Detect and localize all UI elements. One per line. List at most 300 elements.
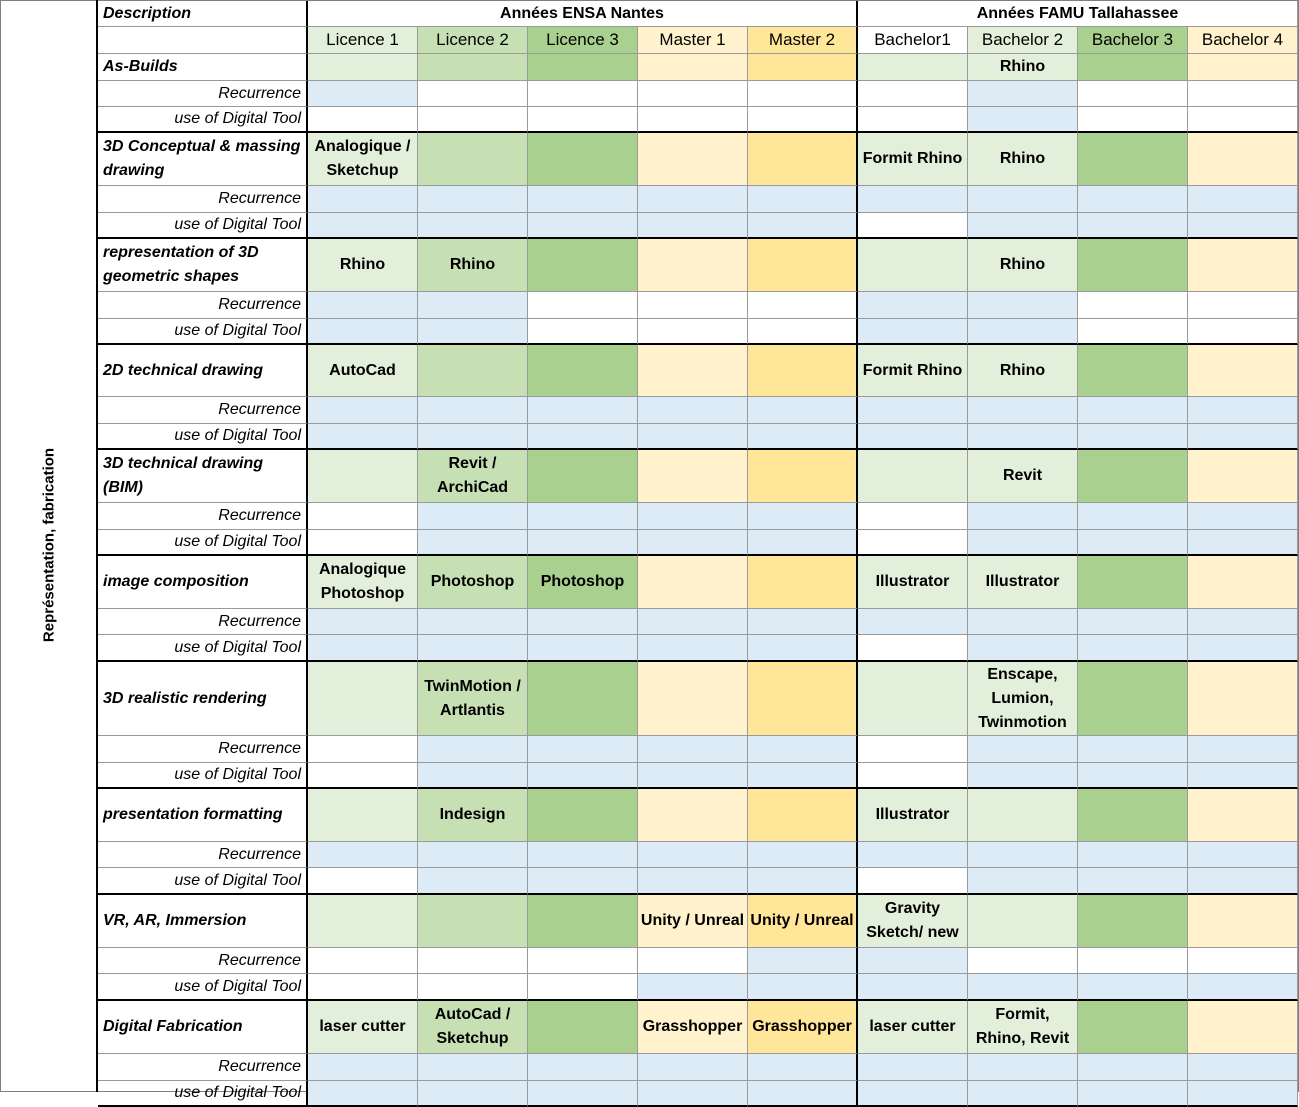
tool-cell [638,54,748,81]
recurrence-row-cell [858,186,968,213]
recurrence-row-cell [858,397,968,424]
recurrence-row-cell [418,1054,528,1081]
digital-tool-row-cell [418,868,528,895]
tool-cell [1188,789,1298,842]
digital-tool-row-cell [638,635,748,662]
recurrence-row-cell [638,186,748,213]
tool-cell: Formit, Rhino, Revit [968,1001,1078,1054]
digital-tool-row-cell [748,530,858,556]
recurrence-row-cell [748,842,858,868]
tool-cell [528,789,638,842]
digital-tool-row-cell [1078,424,1188,450]
tool-cell: Unity / Unreal [748,895,858,948]
recurrence-row-cell [968,842,1078,868]
digital-tool-row-label: use of Digital Tool [98,763,308,789]
tool-cell [1188,239,1298,292]
recurrence-row-cell [858,948,968,974]
digital-tool-row-cell [418,1081,528,1107]
digital-tool-row-cell [418,763,528,789]
tool-cell [418,895,528,948]
digital-tool-row-cell [418,107,528,133]
digital-tool-row-cell [1188,1081,1298,1107]
digital-tool-row-cell [638,868,748,895]
year-header-master-2: Master 2 [748,27,858,54]
recurrence-row-cell [968,948,1078,974]
digital-tool-row-cell [1188,319,1298,345]
tool-cell [528,895,638,948]
tool-cell [528,450,638,503]
recurrence-row-cell [308,842,418,868]
digital-tool-row-cell [968,107,1078,133]
recurrence-row-cell [638,397,748,424]
recurrence-row-cell [308,503,418,530]
recurrence-row-cell [1078,1054,1188,1081]
digital-tool-row-cell [968,213,1078,239]
digital-tool-row-cell [528,319,638,345]
tool-cell [528,1001,638,1054]
tool-cell [528,133,638,186]
tool-cell [418,54,528,81]
tool-cell [1188,133,1298,186]
tool-cell: laser cutter [308,1001,418,1054]
tool-cell [748,345,858,397]
tool-cell: Rhino [968,345,1078,397]
recurrence-row-cell [418,397,528,424]
recurrence-row-cell [968,397,1078,424]
tool-cell [528,54,638,81]
recurrence-row-cell [418,948,528,974]
recurrence-row-cell [858,842,968,868]
digital-tool-row-cell [528,635,638,662]
tool-cell [308,895,418,948]
recurrence-row-cell [748,292,858,319]
digital-tool-row-cell [528,974,638,1001]
recurrence-row-cell [1188,292,1298,319]
tool-cell: Formit Rhino [858,345,968,397]
recurrence-row-cell [638,609,748,635]
tool-cell: AutoCad [308,345,418,397]
tool-cell [528,239,638,292]
recurrence-row-cell [748,186,858,213]
tool-cell: Rhino [308,239,418,292]
tool-cell [858,239,968,292]
tool-cell [1078,789,1188,842]
tool-cell: Gravity Sketch/ new [858,895,968,948]
digital-tool-row-cell [748,635,858,662]
digital-tool-row-cell [858,107,968,133]
digital-tool-row-cell [1078,974,1188,1001]
group-famu-header: Années FAMU Tallahassee [858,1,1298,27]
recurrence-row-cell [528,736,638,763]
recurrence-row-cell [1078,948,1188,974]
digital-tool-row-cell [1078,107,1188,133]
digital-tool-row-cell [638,424,748,450]
digital-tool-row-cell [418,635,528,662]
digital-tool-row-cell [968,530,1078,556]
digital-tool-row-cell [1078,1081,1188,1107]
recurrence-row-label: Recurrence [98,81,308,107]
digital-tool-row-cell [638,1081,748,1107]
tool-cell [748,662,858,736]
tool-cell [858,450,968,503]
digital-tool-row-cell [638,107,748,133]
recurrence-row-cell [528,81,638,107]
section-title: 2D technical drawing [98,345,308,397]
recurrence-row-cell [528,292,638,319]
recurrence-row-cell [308,81,418,107]
tool-cell [1078,345,1188,397]
digital-tool-row-cell [1188,868,1298,895]
digital-tool-row-cell [858,1081,968,1107]
recurrence-row-label: Recurrence [98,609,308,635]
tool-cell: Photoshop [528,556,638,609]
recurrence-row-cell [968,81,1078,107]
digital-tool-row-cell [638,319,748,345]
digital-tool-row-cell [968,424,1078,450]
digital-tool-row-cell [1188,213,1298,239]
recurrence-row-cell [308,1054,418,1081]
digital-tool-row-cell [1188,763,1298,789]
tool-cell: Analogique / Sketchup [308,133,418,186]
recurrence-row-cell [638,948,748,974]
recurrence-row-cell [858,736,968,763]
digital-tool-row-cell [528,1081,638,1107]
year-header-licence-1: Licence 1 [308,27,418,54]
recurrence-row-cell [1188,81,1298,107]
year-header-bachelor-1: Bachelor1 [858,27,968,54]
recurrence-row-cell [1188,609,1298,635]
tool-cell [1078,54,1188,81]
digital-tool-row-label: use of Digital Tool [98,1081,308,1107]
digital-tool-row-cell [1078,319,1188,345]
tool-cell [1188,450,1298,503]
digital-tool-row-cell [1078,530,1188,556]
recurrence-row-cell [528,397,638,424]
recurrence-row-cell [748,397,858,424]
digital-tool-row-cell [1078,868,1188,895]
recurrence-row-label: Recurrence [98,948,308,974]
recurrence-row-cell [1078,736,1188,763]
recurrence-row-cell [308,292,418,319]
recurrence-row-label: Recurrence [98,1054,308,1081]
tool-cell [528,662,638,736]
digital-tool-row-cell [748,319,858,345]
recurrence-row-cell [528,842,638,868]
digital-tool-row-cell [968,763,1078,789]
digital-tool-row-cell [748,424,858,450]
recurrence-row-cell [858,292,968,319]
recurrence-row-cell [638,736,748,763]
digital-tool-row-cell [308,107,418,133]
digital-tool-row-label: use of Digital Tool [98,868,308,895]
digital-tool-row-cell [308,868,418,895]
recurrence-row-cell [858,81,968,107]
section-title: image composition [98,556,308,609]
digital-tool-row-cell [638,763,748,789]
recurrence-row-cell [1188,1054,1298,1081]
recurrence-row-cell [418,292,528,319]
recurrence-row-cell [1078,81,1188,107]
recurrence-row-cell [968,1054,1078,1081]
tool-cell [308,789,418,842]
digital-tool-row-cell [858,974,968,1001]
recurrence-row-cell [528,503,638,530]
digital-tool-row-cell [1188,107,1298,133]
tool-cell [1078,239,1188,292]
section-title: As-Builds [98,54,308,81]
digital-tool-row-cell [418,974,528,1001]
digital-tool-row-label: use of Digital Tool [98,974,308,1001]
tool-cell [1188,54,1298,81]
digital-tool-row-cell [748,213,858,239]
digital-tool-row-cell [638,213,748,239]
recurrence-row-cell [308,397,418,424]
digital-tool-row-cell [1078,635,1188,662]
recurrence-row-cell [1078,609,1188,635]
year-header-bachelor-2: Bachelor 2 [968,27,1078,54]
tool-cell: Revit / ArchiCad [418,450,528,503]
tool-cell [1078,1001,1188,1054]
section-title: representation of 3D geometric shapes [98,239,308,292]
tool-cell [1078,133,1188,186]
tool-cell: Rhino [418,239,528,292]
recurrence-row-cell [638,81,748,107]
digital-tool-row-cell [748,974,858,1001]
tool-cell [1188,1001,1298,1054]
tool-cell: Rhino [968,54,1078,81]
digital-tool-row-cell [418,424,528,450]
tool-cell [308,450,418,503]
digital-tool-row-cell [1078,213,1188,239]
tool-cell [638,556,748,609]
recurrence-row-cell [858,1054,968,1081]
digital-tool-row-cell [528,530,638,556]
group-ensa-header: Années ENSA Nantes [308,1,858,27]
digital-tool-row-label: use of Digital Tool [98,107,308,133]
digital-tool-row-cell [748,868,858,895]
digital-tool-row-cell [968,974,1078,1001]
year-header-master-1: Master 1 [638,27,748,54]
tool-cell: TwinMotion / Artlantis [418,662,528,736]
recurrence-row-cell [528,186,638,213]
tool-cell [638,345,748,397]
recurrence-row-cell [968,292,1078,319]
year-header-bachelor-3: Bachelor 3 [1078,27,1188,54]
recurrence-row-cell [528,609,638,635]
recurrence-row-cell [968,736,1078,763]
recurrence-row-label: Recurrence [98,503,308,530]
tool-cell [748,54,858,81]
recurrence-row-cell [638,1054,748,1081]
digital-tool-row-cell [528,868,638,895]
digital-tool-row-cell [968,868,1078,895]
recurrence-row-label: Recurrence [98,397,308,424]
digital-tool-row-cell [308,530,418,556]
recurrence-row-cell [1188,186,1298,213]
recurrence-row-cell [1188,842,1298,868]
digital-tool-row-cell [858,763,968,789]
recurrence-row-cell [418,842,528,868]
digital-tool-row-cell [638,974,748,1001]
recurrence-row-label: Recurrence [98,292,308,319]
digital-tool-row-cell [308,635,418,662]
tool-cell [638,239,748,292]
recurrence-row-cell [858,609,968,635]
digital-tool-row-cell [308,213,418,239]
recurrence-row-cell [638,292,748,319]
tool-cell [1188,345,1298,397]
recurrence-row-cell [308,736,418,763]
description-header-blank [98,27,308,54]
recurrence-row-cell [418,186,528,213]
recurrence-row-cell [968,186,1078,213]
recurrence-row-cell [418,503,528,530]
digital-tool-row-cell [748,763,858,789]
tool-cell: Revit [968,450,1078,503]
year-header-licence-2: Licence 2 [418,27,528,54]
digital-tool-row-cell [418,213,528,239]
tool-cell: Analogique Photoshop [308,556,418,609]
digital-tool-row-cell [858,213,968,239]
year-header-licence-3: Licence 3 [528,27,638,54]
recurrence-row-cell [1188,948,1298,974]
digital-tool-row-cell [858,424,968,450]
recurrence-row-cell [748,736,858,763]
tool-cell [1078,450,1188,503]
digital-tool-row-cell [1078,763,1188,789]
digital-tool-row-cell [308,319,418,345]
tool-cell: Formit Rhino [858,133,968,186]
tool-cell: Illustrator [858,556,968,609]
digital-tool-row-cell [968,635,1078,662]
section-title: 3D realistic rendering [98,662,308,736]
tool-cell [968,789,1078,842]
tool-cell: Illustrator [858,789,968,842]
recurrence-row-label: Recurrence [98,842,308,868]
recurrence-row-cell [528,948,638,974]
recurrence-row-cell [638,503,748,530]
recurrence-row-cell [1078,503,1188,530]
digital-tool-row-label: use of Digital Tool [98,213,308,239]
recurrence-row-cell [748,609,858,635]
digital-tool-row-cell [748,1081,858,1107]
section-title: 3D Conceptual & massing drawing [98,133,308,186]
recurrence-row-label: Recurrence [98,186,308,213]
digital-tool-row-cell [308,763,418,789]
recurrence-row-cell [748,1054,858,1081]
digital-tool-row-cell [638,530,748,556]
digital-tool-row-cell [528,424,638,450]
recurrence-row-cell [748,503,858,530]
tool-cell: Grasshopper [638,1001,748,1054]
section-title: 3D technical drawing (BIM) [98,450,308,503]
tool-cell: Rhino [968,133,1078,186]
tool-cell: Illustrator [968,556,1078,609]
tool-cell [1078,895,1188,948]
tool-cell [748,239,858,292]
tool-cell: AutoCad / Sketchup [418,1001,528,1054]
tool-cell [748,789,858,842]
recurrence-row-cell [1188,736,1298,763]
recurrence-row-cell [308,609,418,635]
tool-cell: Indesign [418,789,528,842]
tool-cell [1188,895,1298,948]
tool-cell: Photoshop [418,556,528,609]
recurrence-row-cell [1078,842,1188,868]
tool-cell [638,662,748,736]
recurrence-row-cell [1188,503,1298,530]
tool-cell [1078,662,1188,736]
tool-cell: Unity / Unreal [638,895,748,948]
digital-tool-row-label: use of Digital Tool [98,319,308,345]
curriculum-table [98,1,1298,1107]
tool-cell [1188,662,1298,736]
digital-tool-row-cell [968,319,1078,345]
tool-cell [858,54,968,81]
recurrence-row-cell [308,948,418,974]
recurrence-row-cell [968,609,1078,635]
description-header: Description [98,1,308,27]
digital-tool-row-cell [858,635,968,662]
tool-cell: Rhino [968,239,1078,292]
recurrence-row-cell [968,503,1078,530]
tool-cell [308,54,418,81]
tool-cell [858,662,968,736]
tool-cell [638,450,748,503]
recurrence-row-cell [418,81,528,107]
tool-cell: laser cutter [858,1001,968,1054]
recurrence-row-cell [1078,186,1188,213]
recurrence-row-cell [1188,397,1298,424]
tool-cell [748,450,858,503]
digital-tool-row-label: use of Digital Tool [98,530,308,556]
digital-tool-row-cell [1188,635,1298,662]
digital-tool-row-cell [308,1081,418,1107]
digital-tool-row-cell [1188,974,1298,1001]
tool-cell [748,133,858,186]
year-header-bachelor-4: Bachelor 4 [1188,27,1298,54]
tool-cell [418,133,528,186]
digital-tool-row-cell [418,319,528,345]
tool-cell [968,895,1078,948]
recurrence-row-cell [638,842,748,868]
digital-tool-row-cell [858,530,968,556]
tool-cell [638,133,748,186]
digital-tool-row-cell [308,974,418,1001]
tool-cell [1078,556,1188,609]
recurrence-row-cell [748,81,858,107]
tool-cell: Grasshopper [748,1001,858,1054]
digital-tool-row-cell [528,763,638,789]
tool-cell [748,556,858,609]
digital-tool-row-cell [308,424,418,450]
recurrence-row-cell [418,609,528,635]
recurrence-row-cell [748,948,858,974]
side-category-label: Représentation, fabrication [40,447,58,643]
recurrence-row-cell [1078,292,1188,319]
digital-tool-row-label: use of Digital Tool [98,635,308,662]
tool-cell [1188,556,1298,609]
side-category [0,0,98,1092]
recurrence-row-label: Recurrence [98,736,308,763]
tool-cell [528,345,638,397]
digital-tool-row-cell [858,868,968,895]
recurrence-row-cell [1078,397,1188,424]
digital-tool-row-cell [418,530,528,556]
digital-tool-row-cell [748,107,858,133]
digital-tool-row-cell [528,213,638,239]
recurrence-row-cell [308,186,418,213]
